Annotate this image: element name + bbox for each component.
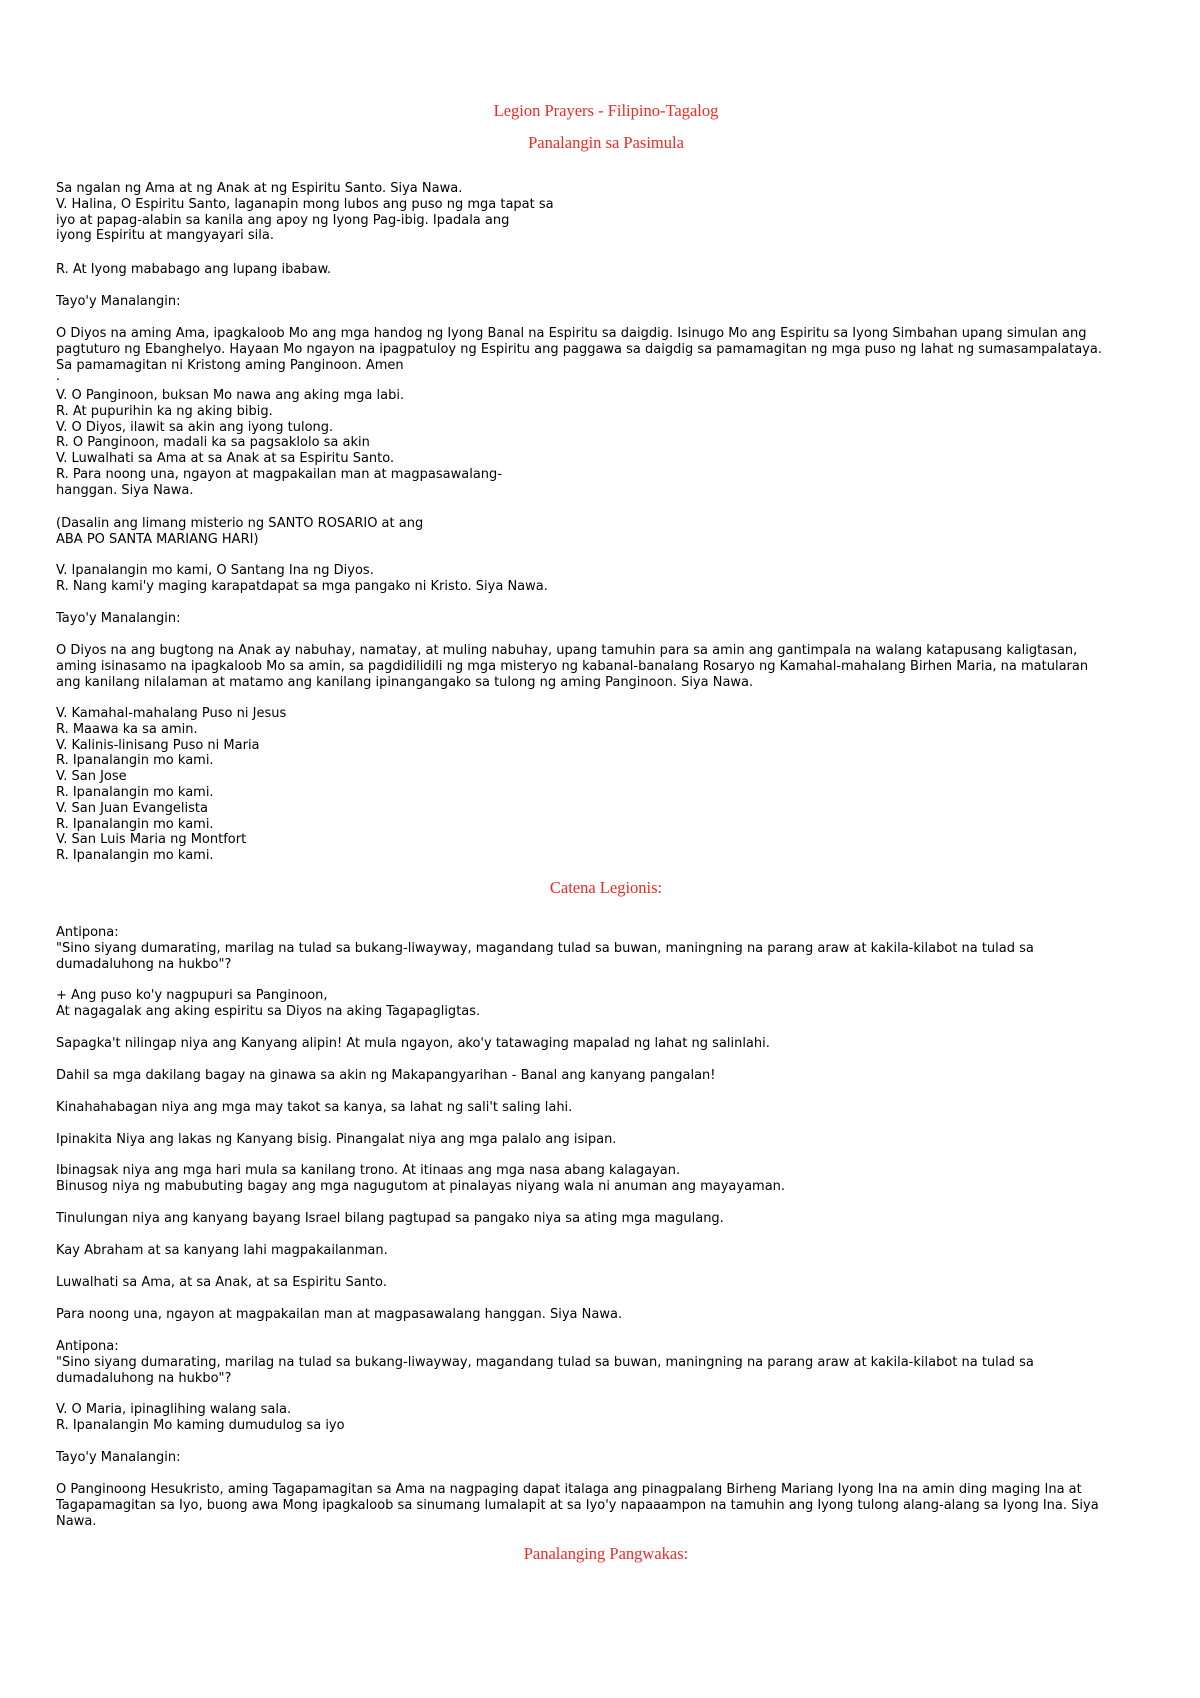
paragraph-tayo-manalangin — [56, 611, 1166, 627]
text-line: V. O Diyos, ilawit sa akin ang iyong tulong. — [56, 419, 334, 435]
text-line: O Diyos na aming Ama, ipagkaloob Mo ang mga handog ng Iyong Banal na Espiritu sa daigdig. Isinugo Mo ang Espiritu sa Iyong Simbahan upang simulan ang — [56, 326, 1087, 341]
text-line: hanggan. Siya Nawa. — [56, 482, 194, 498]
text-line: Sa pamamagitan ni Kristong aming Panginoon. Amen — [56, 357, 404, 373]
text-line: (Dasalin ang limang misterio ng SANTO ROSARIO at ang — [56, 516, 424, 531]
text-line: R. Nang kami'y maging karapatdapat sa mga pangako ni Kristo. Siya Nawa. — [56, 578, 548, 594]
text-line: R. O Panginoon, madali ka sa pagsaklolo sa akin — [56, 435, 370, 451]
text-line: V. Kamahal-mahalang Puso ni Jesus — [56, 706, 287, 721]
paragraph-prayer-rosary — [56, 643, 1166, 690]
text-line: V. San Luis Maria ng Montfort — [56, 832, 247, 848]
text-line: V. O Maria, ipinaglihing walang sala. — [56, 1402, 292, 1417]
text-line: V. Kalinis-linisang Puso ni Maria — [56, 737, 260, 753]
text-line: R. Ipanalangin Mo kaming dumudulog sa iyo — [56, 1417, 345, 1433]
text-line: Ipinakita Niya ang lakas ng Kanyang bisig. Pinangalat niya ang mga palalo ang isipan. — [56, 1132, 617, 1147]
text-line: Binusog niya ng mabubuting bagay ang mga nagugutom at pinalayas niyang wala ni anuman ang mayayaman. — [56, 1178, 786, 1194]
text-line: V. O Panginoon, buksan Mo nawa ang aking mga labi. — [56, 388, 405, 403]
text-line: R. At Iyong mababago ang lupang ibabaw. — [56, 262, 332, 277]
paragraph-versicles — [56, 388, 1166, 499]
section-heading-pangwakas: Panalanging Pangwakas: — [523, 1544, 689, 1563]
text-line: "Sino siyang dumarating, marilag na tulad sa bukang-liwayway, magandang tulad sa buwan, maningning na parang araw at kakila-kilabot na tulad sa — [56, 940, 1034, 956]
text-line: Tinulungan niya ang kanyang bayang Israel bilang pagtupad sa pangako niya sa ating mga magulang. — [56, 1211, 724, 1226]
text-line: At nagagalak ang aking espiritu sa Diyos na aking Tagapagligtas. — [56, 1003, 481, 1019]
text-line: Antipona: — [56, 1339, 119, 1354]
paragraph-gloria-end — [56, 1307, 1166, 1323]
paragraph-magnificat — [56, 1100, 1166, 1116]
text-line: V. San Juan Evangelista — [56, 800, 208, 816]
text-line: ABA PO SANTA MARIANG HARI) — [56, 531, 259, 547]
text-line: V. San Jose — [56, 769, 127, 785]
text-line: Sa ngalan ng Ama at ng Anak at ng Espiritu Santo. Siya Nawa. — [56, 181, 463, 196]
text-line: iyong Espiritu at mangyayari sila. — [56, 228, 274, 244]
text-line: Tayo'y Manalangin: — [56, 294, 181, 309]
text-line: V. Halina, O Espiritu Santo, laganapin mong lubos ang puso ng mga tapat sa — [56, 196, 554, 212]
section-heading-pasimula: Panalangin sa Pasimula — [528, 133, 684, 152]
text-line: Antipona: — [56, 925, 119, 940]
text-line: R. Ipanalangin mo kami. — [56, 784, 214, 800]
text-line: Tagapamagitan sa Iyo, buong awa Mong ipagkaloob sa sinumang lumalapit at sa Iyo'y napaaampon na tamuhin ang Iyong tulong alang-alang sa Iyong Ina. Siya — [56, 1497, 1099, 1513]
text-line: "Sino siyang dumarating, marilag na tulad sa bukang-liwayway, magandang tulad sa buwan, maningning na parang araw at kakila-kilabot na tulad sa — [56, 1354, 1034, 1370]
paragraph-ipanalangin — [56, 563, 1166, 595]
text-line: + Ang puso ko'y nagpupuri sa Panginoon, — [56, 988, 328, 1003]
text-line: Ibinagsak niya ang mga hari mula sa kanilang trono. At itinaas ang mga nasa abang kalagayan. — [56, 1163, 681, 1178]
paragraph-magnificat — [56, 1036, 1166, 1052]
text-line: Luwalhati sa Ama, at sa Anak, at sa Espiritu Santo. — [56, 1275, 387, 1290]
paragraph-gloria — [56, 1275, 1166, 1291]
paragraph-antipona — [56, 1339, 1166, 1386]
text-line: V. Luwalhati sa Ama at sa Anak at sa Espiritu Santo. — [56, 451, 395, 467]
paragraph-magnificat — [56, 1243, 1166, 1259]
paragraph-magnificat-start — [56, 988, 1166, 1020]
text-line: O Panginoong Hesukristo, aming Tagapamagitan sa Ama na nagpaging dapat italaga ang pinagpalang Birheng Mariang Iyong Ina na amin ding maging Ina at — [56, 1482, 1082, 1497]
text-line: R. Para noong una, ngayon at magpakailan man at magpasawalang- — [56, 466, 502, 482]
document-title: Legion Prayers - Filipino-Tagalog — [493, 101, 719, 120]
text-line: R. Ipanalangin mo kami. — [56, 753, 214, 769]
text-line: Nawa. — [56, 1513, 97, 1529]
text-line: Dahil sa mga dakilang bagay na ginawa sa akin ng Makapangyarihan - Banal ang kanyang pangalan! — [56, 1068, 716, 1083]
text-line: . — [56, 369, 61, 385]
text-line: dumadaluhong na hukbo"? — [56, 1370, 232, 1386]
text-line: iyo at papag-alabin sa kanila ang apoy ng Iyong Pag-ibig. Ipadala ang — [56, 212, 510, 228]
text-line: R. Ipanalangin mo kami. — [56, 816, 214, 832]
paragraph-prayer-ama — [56, 326, 1166, 385]
text-line: Sapagka't nilingap niya ang Kanyang alipin! At mula ngayon, ako'y tatawaging mapalad ng lahat ng salinlahi. — [56, 1036, 770, 1051]
paragraph-response — [56, 262, 1166, 278]
paragraph-opening — [56, 181, 1166, 244]
text-line: aming isinasamo na ipagkaloob Mo sa amin, sa pagdidilidili ng mga misteryo ng kabanal-banalang Rosaryo ng Kamahal-mahalang Birhen Maria, na matularan — [56, 658, 1089, 674]
text-line: ang kanilang nilalaman at matamo ang kanilang ipinangangako sa tulong ng aming Panginoon. Siya Nawa. — [56, 674, 754, 690]
text-line: R. Maawa ka sa amin. — [56, 721, 198, 737]
paragraph-magnificat — [56, 1211, 1166, 1227]
text-line: Tayo'y Manalangin: — [56, 1450, 181, 1465]
text-line: dumadaluhong na hukbo"? — [56, 956, 232, 972]
paragraph-litany — [56, 706, 1166, 864]
paragraph-versicle-maria — [56, 1402, 1166, 1434]
paragraph-magnificat — [56, 1068, 1166, 1084]
section-heading-catena: Catena Legionis: — [549, 878, 663, 897]
paragraph-antipona — [56, 925, 1166, 972]
paragraph-tayo-manalangin — [56, 294, 1166, 310]
text-line: Kay Abraham at sa kanyang lahi magpakailanman. — [56, 1243, 388, 1258]
paragraph-prayer-hesukristo — [56, 1482, 1166, 1529]
text-line: O Diyos na ang bugtong na Anak ay nabuhay, namatay, at muling nabuhay, upang tamuhin para sa amin ang gantimpala na walang katapusang kaligtasan, — [56, 643, 1078, 658]
paragraph-tayo-manalangin — [56, 1450, 1166, 1466]
text-line: R. At pupurihin ka ng aking bibig. — [56, 403, 273, 419]
text-line: V. Ipanalangin mo kami, O Santang Ina ng Diyos. — [56, 563, 374, 578]
text-line: Kinahahabagan niya ang mga may takot sa kanya, sa lahat ng sali't saling lahi. — [56, 1100, 573, 1115]
paragraph-rosary-note — [56, 516, 1166, 548]
text-line: pagtuturo ng Ebanghelyo. Hayaan Mo ngayon na ipagpatuloy ng Espiritu ang paggawa sa daigdig sa pamamagitan ng mga puso ng lahat ng sumasampalataya. — [56, 341, 1102, 357]
text-line: Para noong una, ngayon at magpakailan man at magpasawalang hanggan. Siya Nawa. — [56, 1307, 623, 1322]
paragraph-magnificat — [56, 1132, 1166, 1148]
text-line: R. Ipanalangin mo kami. — [56, 848, 214, 864]
text-line: Tayo'y Manalangin: — [56, 611, 181, 626]
paragraph-magnificat — [56, 1163, 1166, 1195]
